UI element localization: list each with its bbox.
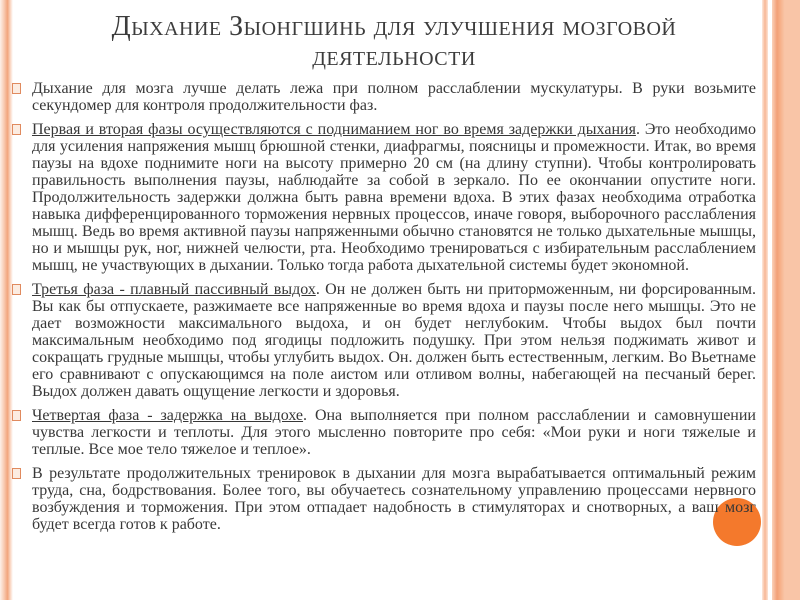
paragraph-text: . Она выполняется при полном расслаблении и самовнушении чувства легкости и теплоты. Для этого мысленно повторите про себя: «Мои руки и ноги тяжелые и теплые. Все мое тело тяжелое и теплое». xyxy=(32,407,756,459)
bullet-square-icon xyxy=(12,83,21,94)
bullet-paragraph-4 xyxy=(32,407,756,458)
bullet-square-icon xyxy=(12,468,21,479)
bullet-paragraph-2 xyxy=(32,121,756,274)
paragraph-lead-underlined: Первая и вторая фазы осуществляются с подниманием ног во время задержки дыхания xyxy=(32,121,636,139)
paragraph-text: В результате продолжительных тренировок в дыхании для мозга вырабатывается оптимальный режим труда, сна, бодрствования. Более того, вы обучаетесь сознательному управлению процессами нервного возбуждения и торможения. При этом отпадает надобность в стимуляторах и снотворных, а ваш мозг будет всегда готов к работе. xyxy=(32,465,756,534)
bullet-paragraph-3 xyxy=(32,281,756,400)
bullet-paragraph-5 xyxy=(32,465,756,533)
bullet-paragraph-1 xyxy=(32,80,756,114)
paragraph-lead-underlined: Четвертая фаза - задержка на выдохе xyxy=(32,407,304,425)
slide-title: Дыхание Зыонгшинь для улучшения мозговой деятельности xyxy=(111,11,677,72)
bullet-square-icon xyxy=(12,124,21,135)
bullet-square-icon xyxy=(12,284,21,295)
paragraph-lead-underlined: Третья фаза - плавный пассивный выдох xyxy=(32,281,316,299)
bullet-square-icon xyxy=(12,410,21,421)
paragraph-text: . Это необходимо для усиления напряжения мышц брюшной стенки, диафрагмы, поясницы и промежности. Итак, во время паузы на вдохе поднимите ноги на высоту примерно 20 см (на длину ступни). Чтобы контролировать правильность выполнения паузы, наблюдайте за собой в зеркало. По ее окончании опустите ноги. Продолжительность задержки должна быть равна времени вдоха. В этих фазах необходима отработка навыка дифференцированного торможения нервных процессов, иначе говоря, выборочного расслабления мышц. Ведь во время активной паузы напряженными обычно становятся не только дыхательные мышцы, но и мышцы рук, ног, нижней челюсти, рта. Необходимо тренироваться с избирательным расслаблением мышц, не участвующих в дыхании. Только тогда работа дыхательной системы будет экономной. xyxy=(32,121,757,275)
paragraph-text: . Он не должен быть ни приторможенным, ни форсированным. Вы как бы отпускаете, разжимаете все напряженные во время вдоха и паузы после него мышцы. Это не дает возможности максимального выдоха, и он будет неглубоким. Чтобы выдох был почти максимальным необходимо под ягодицы подложить подушку. При этом нельзя поджимать живот и сокращать грудные мышцы, чтобы углубить выдох. Он. должен быть естественным, легким. Во Вьетнаме его сравнивают с опускающимся на поле аистом или отливом волны, набегающей на песчаный берег. Выдох должен давать ощущение легкости и здоровья. xyxy=(32,281,756,401)
paragraph-text: Дыхание для мозга лучше делать лежа при полном расслаблении мускулатуры. В руки возьмите секундомер для контроля продолжительности фаз. xyxy=(32,80,756,115)
